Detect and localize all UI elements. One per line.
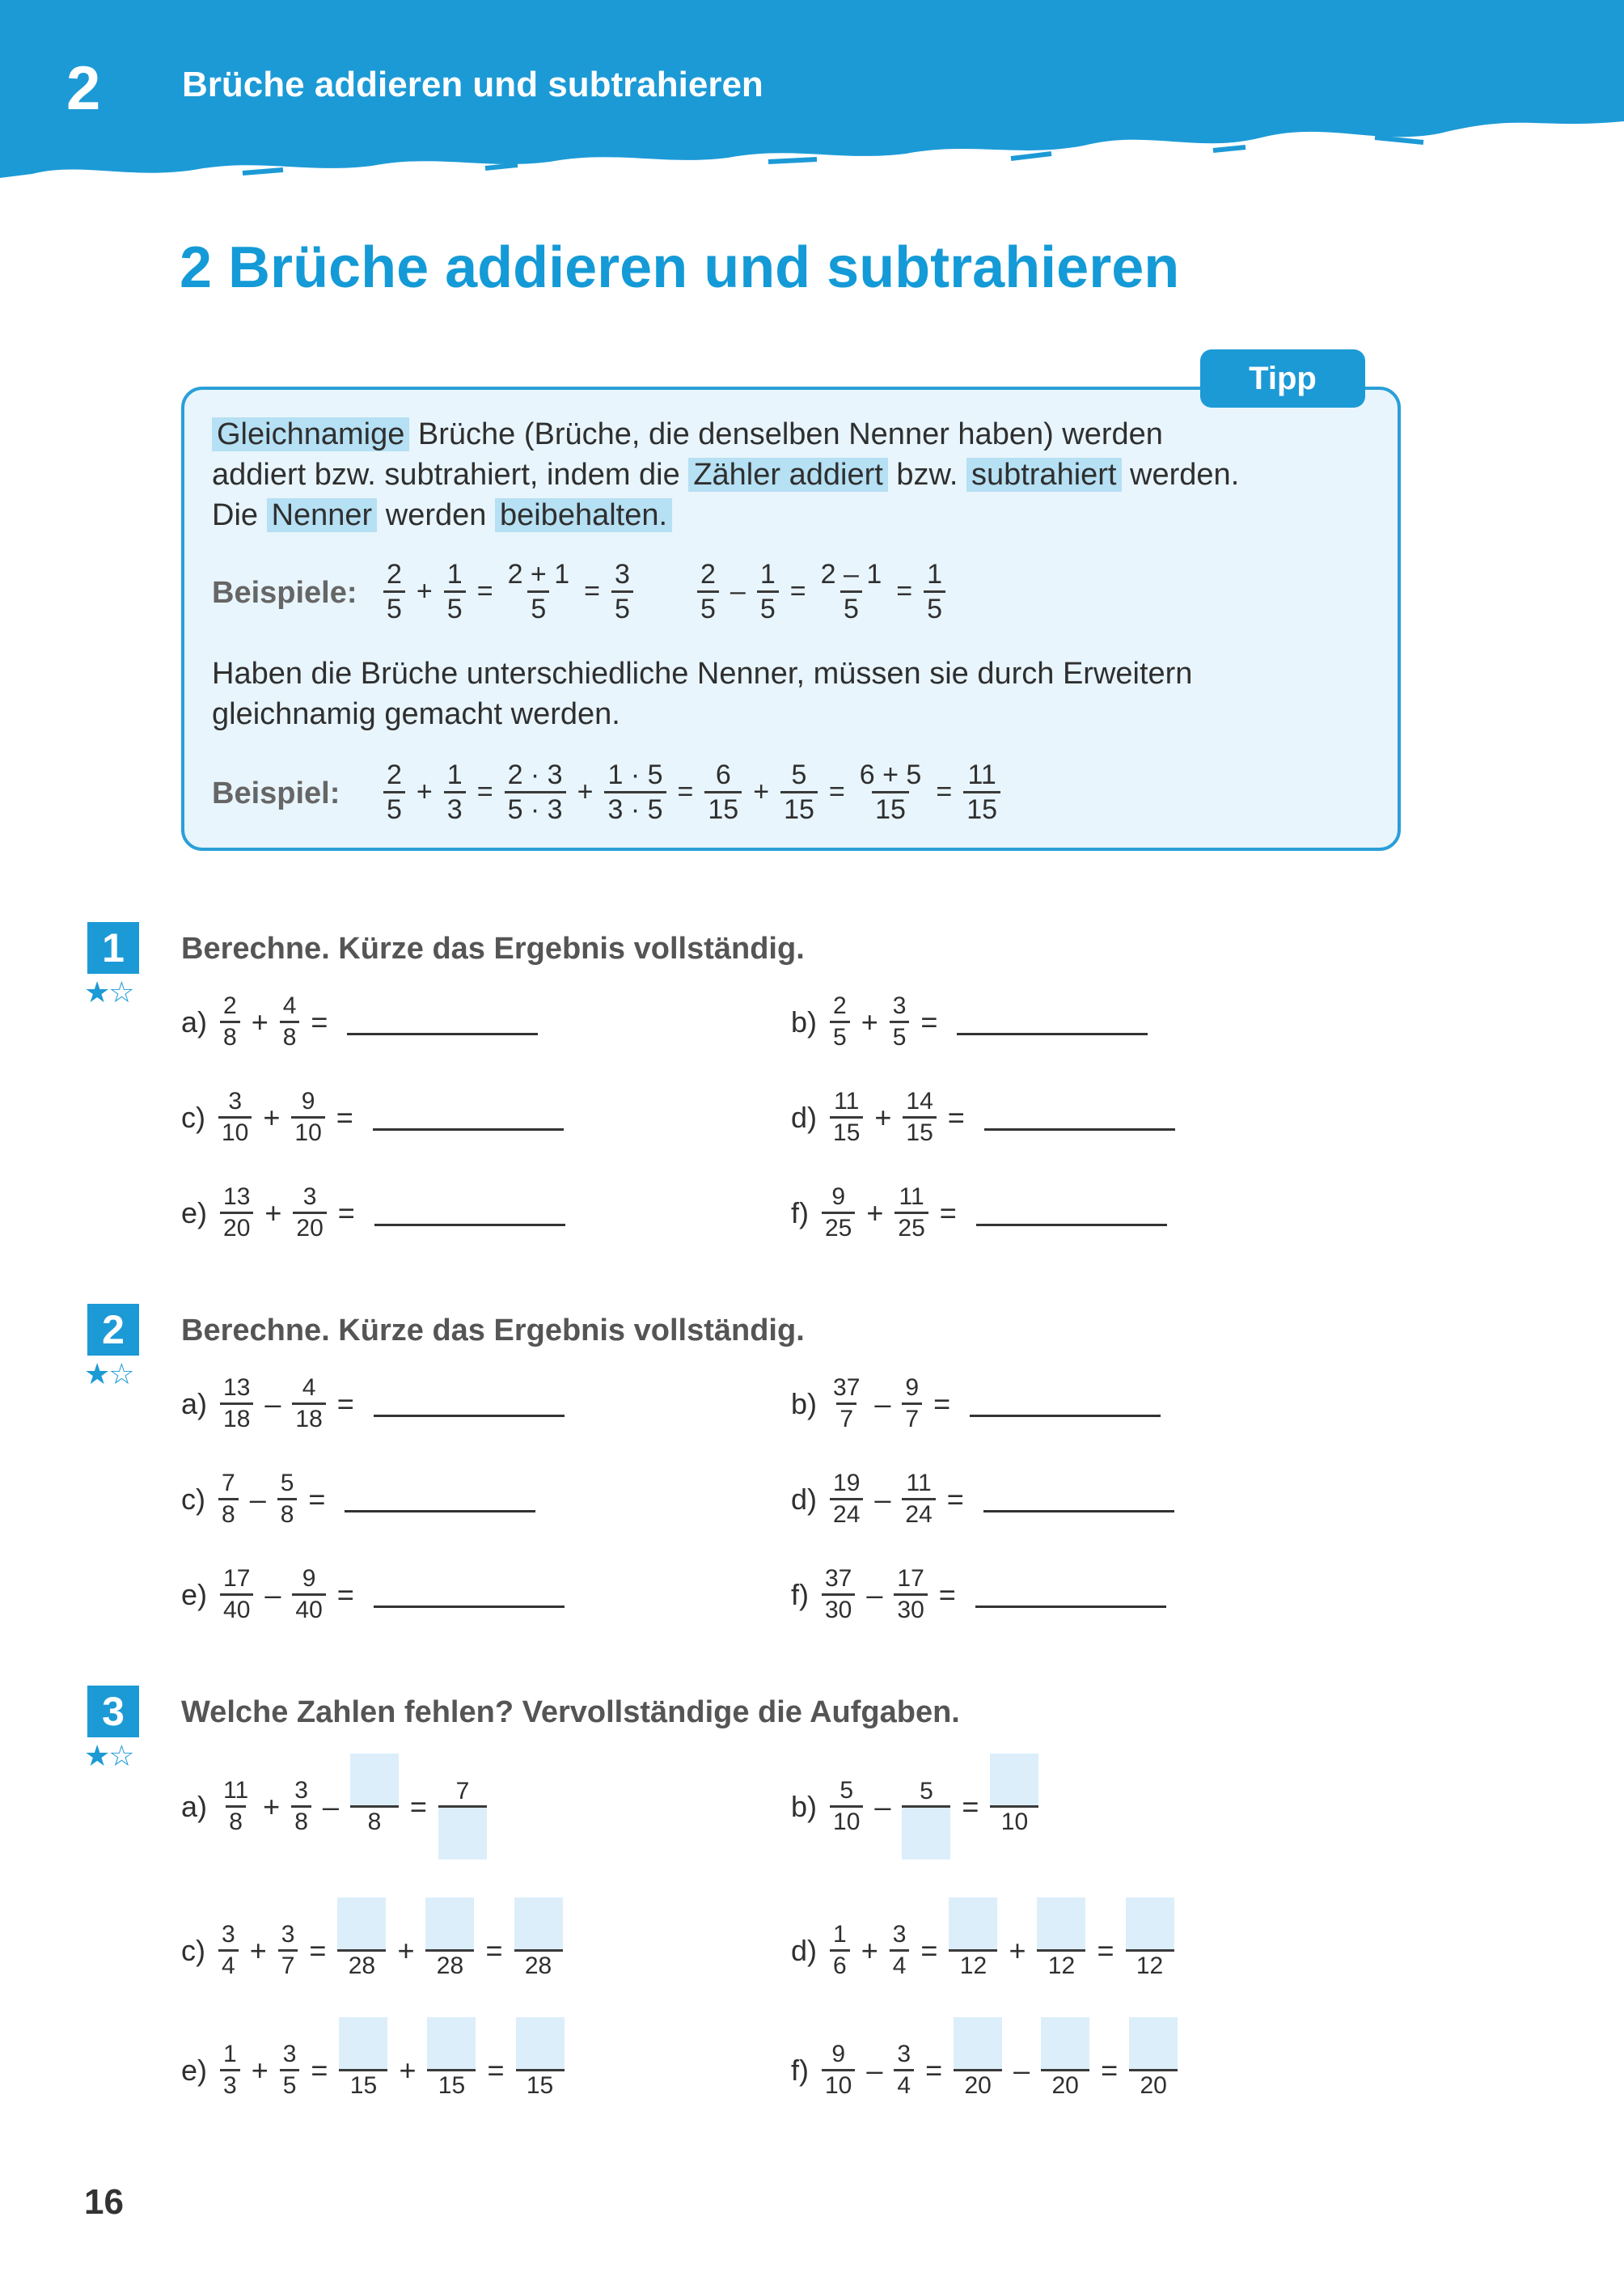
answer-line[interactable]: [957, 1009, 1148, 1035]
blank-box[interactable]: [514, 1897, 563, 1949]
ex3-task-e: e) $\frac{1}{3}$ + $\frac{3}{5}$ = 15 + 15 = 15: [181, 2017, 569, 2123]
blank-box[interactable]: [1126, 1897, 1174, 1949]
answer-line[interactable]: [976, 1199, 1167, 1226]
blank-box[interactable]: [1037, 1897, 1085, 1949]
answer-line[interactable]: [984, 1104, 1175, 1131]
fraction: $\frac{1}{5}$: [757, 558, 779, 625]
examples-label: Beispiele:: [212, 576, 357, 610]
answer-line[interactable]: [970, 1390, 1161, 1417]
blank-box[interactable]: [1041, 2017, 1089, 2069]
exercise-3-instruction: Welche Zahlen fehlen? Vervollständige die Aufgaben.: [181, 1695, 960, 1729]
fraction: $\frac{1}{5}$: [924, 558, 945, 625]
tipp-text-part: Brüche (Brüche, die denselben Nenner haben) werden: [409, 417, 1163, 451]
example-label: Beispiel:: [212, 776, 340, 810]
header-banner: [0, 0, 1624, 194]
chapter-title: Brüche addieren und subtrahieren: [182, 65, 763, 104]
difficulty-stars: ★☆: [84, 1739, 133, 1772]
fraction: $\frac{11}{15}$: [963, 759, 1000, 826]
fraction: $\frac{5}{15}$: [780, 759, 818, 826]
ex2-task-f: f) $\frac{37}{30}$ – $\frac{17}{30}$ =: [791, 1564, 1166, 1625]
exercise-1-badge: 1: [87, 922, 139, 974]
blank-box[interactable]: [954, 2017, 1002, 2069]
exercise-1-instruction: Berechne. Kürze das Ergebnis vollständig.: [181, 932, 805, 966]
answer-line[interactable]: [975, 1581, 1166, 1608]
ex2-task-e: e) $\frac{17}{40}$ – $\frac{9}{40}$ =: [181, 1564, 565, 1625]
example-subtraction: $\frac{2}{5}$ – $\frac{1}{5}$ = $\frac{2 - 1}{5}$ = $\frac{1}{5}$: [692, 558, 950, 625]
example-different-denominators: $\frac{2}{5}$ + $\frac{1}{3}$ = $\frac{2 \cdot 3}{5 \cdot 3}$ + $\frac{1 \cdot 5}{3 \cdot 5}$ = $\frac{6}{15}$ + $\frac{5}{15}$ = $\frac{6 + 5}{15}$ = $\frac{11}{15}$: [379, 759, 1005, 826]
fraction: $\frac{6}{15}$: [704, 759, 742, 826]
ex3-task-b: b) $\frac{5}{10}$ – 5 = 10: [791, 1754, 1043, 1859]
tipp-text-part: werden: [377, 498, 495, 532]
ex3-task-d: d) $\frac{1}{6}$ + $\frac{3}{4}$ = 12 + 12 = 12: [791, 1897, 1179, 2003]
answer-line[interactable]: [345, 1486, 535, 1512]
answer-line[interactable]: [347, 1009, 538, 1035]
blank-box[interactable]: [990, 1754, 1038, 1805]
ex1-task-e: e) $\frac{13}{20}$ + $\frac{3}{20}$ =: [181, 1182, 565, 1243]
exercise-3-badge: 3: [87, 1686, 139, 1737]
blank-box[interactable]: [339, 2017, 387, 2069]
tipp-text-part: addiert bzw. subtrahiert, indem die: [212, 458, 689, 492]
tipp-line-3: [212, 495, 672, 535]
ex1-task-d: d) $\frac{11}{15}$ + $\frac{14}{15}$ =: [791, 1087, 1175, 1148]
fraction: $\frac{2}{5}$: [697, 558, 719, 625]
ex2-task-c: c) $\frac{7}{8}$ – $\frac{5}{8}$ =: [181, 1469, 535, 1529]
fraction: $\frac{6 + 5}{15}$: [859, 759, 922, 825]
tipp-text-part: werden.: [1121, 458, 1240, 492]
highlight-beibehalten: beibehalten.: [495, 498, 672, 532]
blank-box[interactable]: [337, 1897, 386, 1949]
fraction: $\frac{2 + 1}{5}$: [507, 559, 570, 624]
answer-line[interactable]: [374, 1390, 565, 1417]
ex1-task-c: c) $\frac{3}{10}$ + $\frac{9}{10}$ =: [181, 1087, 564, 1148]
fraction: $\frac{1}{5}$: [444, 558, 466, 625]
fraction: $\frac{2 - 1}{5}$: [820, 559, 882, 624]
ex3-task-a: a) $\frac{11}{8}$ + $\frac{3}{8}$ – 8 = 7: [181, 1754, 492, 1859]
fraction: $\frac{3}{5}$: [611, 558, 633, 625]
example-addition: $\frac{2}{5}$ + $\frac{1}{5}$ = $\frac{2 + 1}{5}$ = $\frac{3}{5}$: [379, 558, 638, 625]
ex1-task-a: a) $\frac{2}{8}$ + $\frac{4}{8}$ =: [181, 992, 538, 1052]
ex1-task-b: b) $\frac{2}{5}$ + $\frac{3}{5}$ =: [791, 992, 1148, 1052]
ex3-task-c: c) $\frac{3}{4}$ + $\frac{3}{7}$ = 28 + 28 = 28: [181, 1897, 568, 2003]
tipp-line-1: [212, 414, 1163, 455]
fraction: $\frac{2}{5}$: [383, 759, 405, 826]
ex2-task-a: a) $\frac{13}{18}$ – $\frac{4}{18}$ =: [181, 1373, 565, 1434]
exercise-2-badge: 2: [87, 1304, 139, 1356]
answer-line[interactable]: [374, 1199, 565, 1226]
ex1-task-f: f) $\frac{9}{25}$ + $\frac{11}{25}$ =: [791, 1182, 1167, 1243]
fraction: $\frac{1}{3}$: [444, 759, 466, 826]
answer-line[interactable]: [374, 1581, 565, 1608]
tipp-line-2: [212, 455, 1239, 495]
answer-line[interactable]: [983, 1486, 1174, 1512]
answer-line[interactable]: [373, 1104, 564, 1131]
blank-box[interactable]: [1129, 2017, 1178, 2069]
ex2-task-b: b) $\frac{37}{7}$ – $\frac{9}{7}$ =: [791, 1373, 1161, 1434]
blank-box[interactable]: [438, 1808, 487, 1859]
blank-box[interactable]: [350, 1754, 399, 1805]
difficulty-stars: ★☆: [84, 975, 133, 1009]
fraction: $\frac{1 \cdot 5}{3 \cdot 5}$: [604, 759, 666, 826]
page-title: 2 Brüche addieren und subtrahieren: [180, 235, 1180, 300]
blank-box[interactable]: [902, 1808, 950, 1859]
tipp-line-4: Haben die Brüche unterschiedliche Nenner, müssen sie durch Erweitern: [212, 657, 1193, 691]
fraction: $\frac{2 \cdot 3}{5 \cdot 3}$: [505, 759, 566, 826]
highlight-subtrahiert: subtrahiert: [966, 458, 1122, 492]
blank-box[interactable]: [949, 1897, 997, 1949]
blank-box[interactable]: [516, 2017, 565, 2069]
tipp-text-part: bzw.: [887, 458, 966, 492]
ex2-task-d: d) $\frac{19}{24}$ – $\frac{11}{24}$ =: [791, 1469, 1174, 1529]
highlight-gleichnamige: Gleichnamige: [212, 417, 409, 451]
highlight-zaehler: Zähler addiert: [688, 458, 887, 492]
highlight-nenner: Nenner: [267, 498, 378, 532]
difficulty-stars: ★☆: [84, 1357, 133, 1390]
blank-box[interactable]: [425, 1897, 474, 1949]
fraction: $\frac{2}{5}$: [383, 558, 405, 625]
tipp-tab: Tipp: [1200, 349, 1365, 408]
tipp-line-5: gleichnamig gemacht werden.: [212, 697, 620, 731]
blank-box[interactable]: [427, 2017, 476, 2069]
chapter-number: 2: [66, 54, 101, 123]
exercise-2-instruction: Berechne. Kürze das Ergebnis vollständig.: [181, 1314, 805, 1347]
tipp-text-part: Die: [212, 498, 267, 532]
page-number: 16: [84, 2182, 124, 2222]
ex3-task-f: f) $\frac{9}{10}$ – $\frac{3}{4}$ = 20 – 20 = 20: [791, 2017, 1182, 2123]
